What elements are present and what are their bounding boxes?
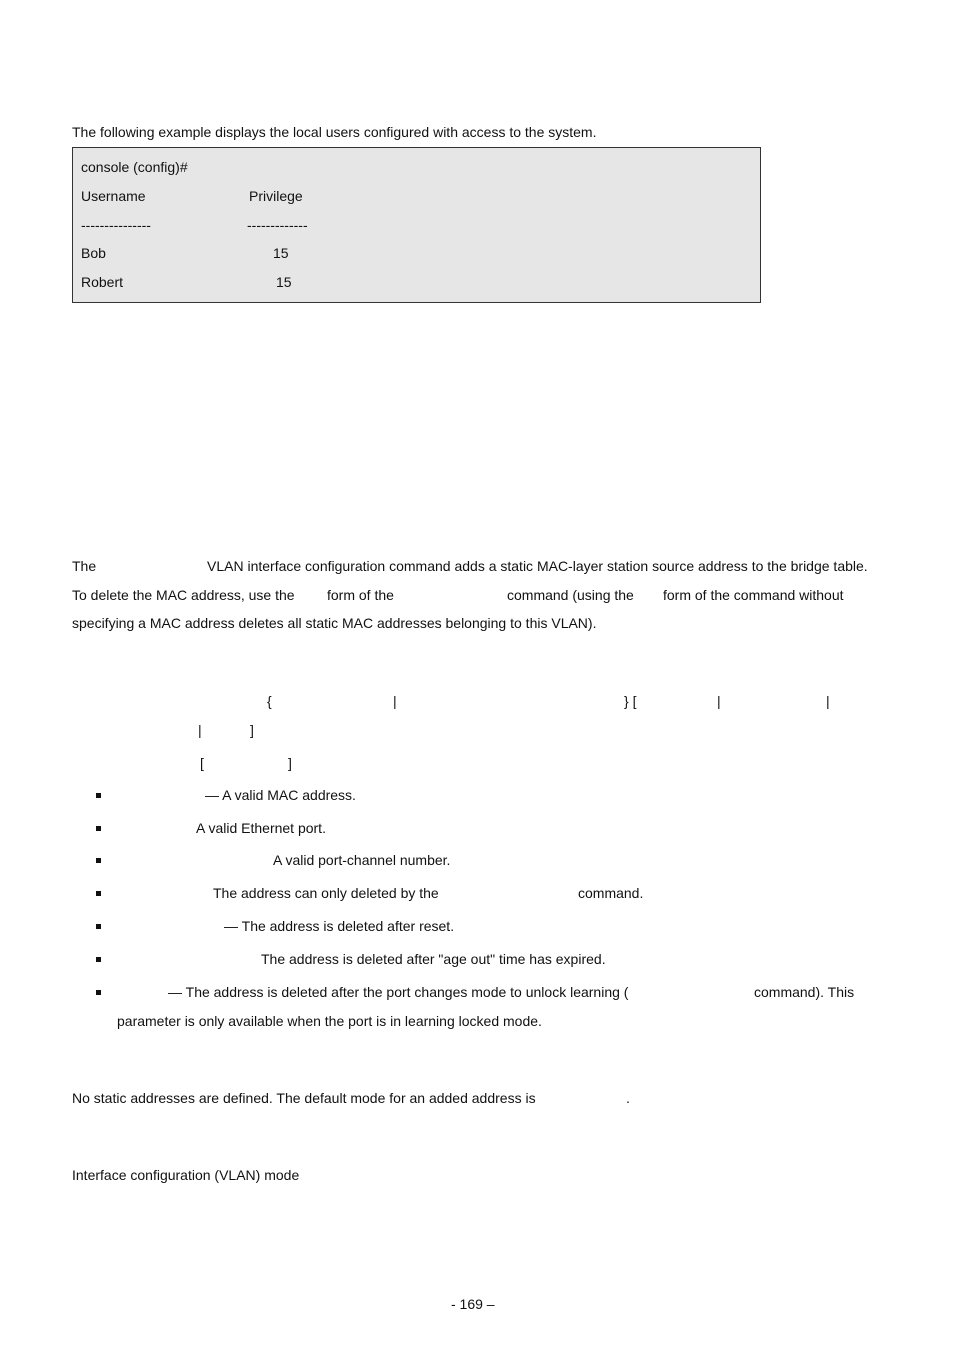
param-description: — The address is deleted after the port changes mode to unlock learning ( — [168, 984, 629, 1000]
separator-username: --------------- — [81, 217, 151, 233]
bullet-icon — [96, 826, 101, 831]
default-text: No static addresses are defined. The default mode for an added address is — [72, 1090, 536, 1106]
bullet-icon — [96, 924, 101, 929]
bullet-icon — [96, 957, 101, 962]
bullet-icon — [96, 891, 101, 896]
param-description: parameter is only available when the port is in learning locked mode. — [117, 1013, 542, 1029]
param-description: command. — [578, 885, 644, 901]
bullet-icon — [96, 858, 101, 863]
user-row-privilege: 15 — [273, 245, 289, 261]
syntax-symbol: | — [198, 722, 202, 738]
column-header-privilege: Privilege — [249, 188, 303, 204]
syntax-symbol: [ — [200, 755, 204, 771]
param-description: command). This — [754, 984, 855, 1000]
description-text: To delete the MAC address, use the — [72, 587, 295, 603]
param-description: The address is deleted after "age out" time has expired. — [261, 951, 606, 967]
description-text: specifying a MAC address deletes all static MAC addresses belonging to this VLAN). — [72, 615, 597, 631]
description-text: The — [72, 558, 97, 574]
console-output-box — [72, 147, 761, 303]
syntax-symbol: | — [393, 693, 397, 709]
param-description: The address can only deleted by the — [213, 885, 439, 901]
command-mode-text: Interface configuration (VLAN) mode — [72, 1167, 300, 1183]
syntax-symbol: ] — [250, 722, 254, 738]
default-period: . — [626, 1090, 630, 1106]
param-description: A valid Ethernet port. — [196, 820, 326, 836]
syntax-symbol: | — [717, 693, 721, 709]
console-prompt: console (config)# — [81, 159, 188, 175]
description-text: VLAN interface configuration command adds a static MAC-layer station source address to the bridge table. — [207, 558, 868, 574]
syntax-symbol: ] — [288, 755, 292, 771]
param-description: — The address is deleted after reset. — [224, 918, 455, 934]
bullet-icon — [96, 990, 101, 995]
separator-privilege: ------------- — [247, 217, 308, 233]
param-description: A valid port-channel number. — [273, 852, 451, 868]
syntax-symbol: } [ — [624, 693, 637, 709]
user-row-username: Robert — [81, 274, 124, 290]
param-description: — A valid MAC address. — [205, 787, 356, 803]
syntax-symbol: { — [267, 693, 272, 709]
page-number: - 169 – — [451, 1296, 495, 1312]
syntax-symbol: | — [826, 693, 830, 709]
column-header-username: Username — [81, 188, 146, 204]
example-intro: The following example displays the local users configured with access to the system. — [72, 124, 597, 140]
description-text: form of the command without — [663, 587, 844, 603]
description-text: command (using the — [507, 587, 634, 603]
user-row-privilege: 15 — [276, 274, 292, 290]
user-row-username: Bob — [81, 245, 106, 261]
description-text: form of the — [327, 587, 394, 603]
bullet-icon — [96, 793, 101, 798]
